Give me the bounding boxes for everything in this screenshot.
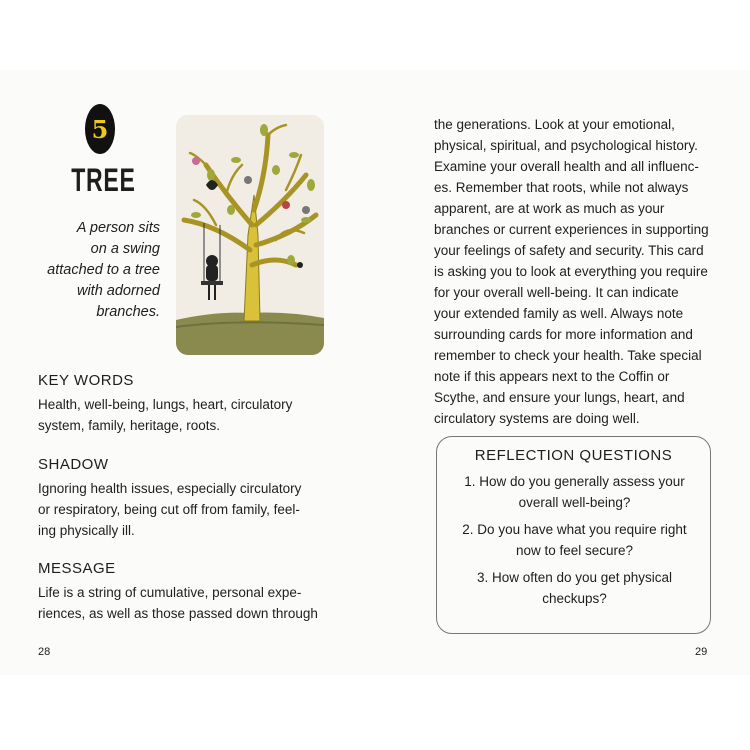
text-line: the generations. Look at your emotional, xyxy=(434,117,675,132)
text-line: for your overall well-being. It can indicate xyxy=(434,285,679,300)
card-caption xyxy=(20,218,160,323)
page-number-right: 29 xyxy=(695,646,708,658)
page-number-left: 28 xyxy=(38,646,51,658)
text-line: your feelings of safety and security. This card xyxy=(434,243,704,258)
text-line: Examine your overall health and all influenc- xyxy=(434,159,699,174)
key-words-text xyxy=(38,394,318,436)
question-line: overall well-being? xyxy=(518,495,631,510)
text-line: is asking you to look at everything you require xyxy=(434,264,708,279)
text-line: Scythe, and ensure your lungs, heart, and xyxy=(434,390,685,405)
tree-with-swing-icon xyxy=(176,115,324,355)
caption-line: branches. xyxy=(96,304,160,320)
text-line: ing physically ill. xyxy=(38,523,135,538)
right-page xyxy=(375,70,750,675)
text-line: physical, spiritual, and psychological history. xyxy=(434,138,698,153)
question-line: 1. How do you generally assess your xyxy=(464,474,685,489)
message-text xyxy=(38,582,318,624)
text-line: system, family, heritage, roots. xyxy=(38,418,221,433)
reflection-question xyxy=(447,567,702,609)
message-continued-text xyxy=(434,114,712,429)
left-page xyxy=(0,70,375,675)
text-line: Ignoring health issues, especially circulatory xyxy=(38,481,302,496)
section-heading-message: MESSAGE xyxy=(38,560,116,577)
text-line: or respiratory, being cut off from family, feel- xyxy=(38,502,300,517)
text-line: note if this appears next to the Coffin or xyxy=(434,369,670,384)
text-line: es. Remember that roots, while not always xyxy=(434,180,689,195)
shadow-text xyxy=(38,478,318,541)
reflection-questions-box xyxy=(436,436,711,634)
text-line: your extended family as well. Always note xyxy=(434,306,684,321)
question-line: 3. How often do you get physical xyxy=(476,570,673,585)
reflection-questions-title: REFLECTION QUESTIONS xyxy=(474,447,673,464)
text-line: circulatory systems are doing well. xyxy=(434,411,640,426)
section-heading-shadow: SHADOW xyxy=(38,456,109,473)
card-title: TREE xyxy=(71,162,136,198)
text-line: remember to check your health. Take special xyxy=(434,348,702,363)
reflection-question xyxy=(447,471,702,513)
question-line: now to feel secure? xyxy=(515,543,634,558)
tree-card-illustration xyxy=(176,115,324,355)
question-line: 2. Do you have what you require right xyxy=(462,522,687,537)
text-line: riences, as well as those passed down through xyxy=(38,606,318,621)
text-line: Health, well-being, lungs, heart, circulatory xyxy=(38,397,293,412)
card-number-badge xyxy=(85,104,115,154)
card-number: 5 xyxy=(91,114,109,144)
section-heading-key-words: KEY WORDS xyxy=(38,372,134,389)
caption-line: attached to a tree xyxy=(47,262,160,278)
caption-line: on a swing xyxy=(90,241,160,257)
question-line: checkups? xyxy=(542,591,607,606)
book-spread xyxy=(0,70,750,675)
text-line: surrounding cards for more information and xyxy=(434,327,693,342)
text-line: apparent, are at work as much as your xyxy=(434,201,665,216)
reflection-question xyxy=(447,519,702,561)
text-line: Life is a string of cumulative, personal expe- xyxy=(38,585,302,600)
text-line: branches or current experiences in supporting xyxy=(434,222,709,237)
caption-line: with adorned xyxy=(76,283,160,299)
caption-line: A person sits xyxy=(76,220,160,236)
